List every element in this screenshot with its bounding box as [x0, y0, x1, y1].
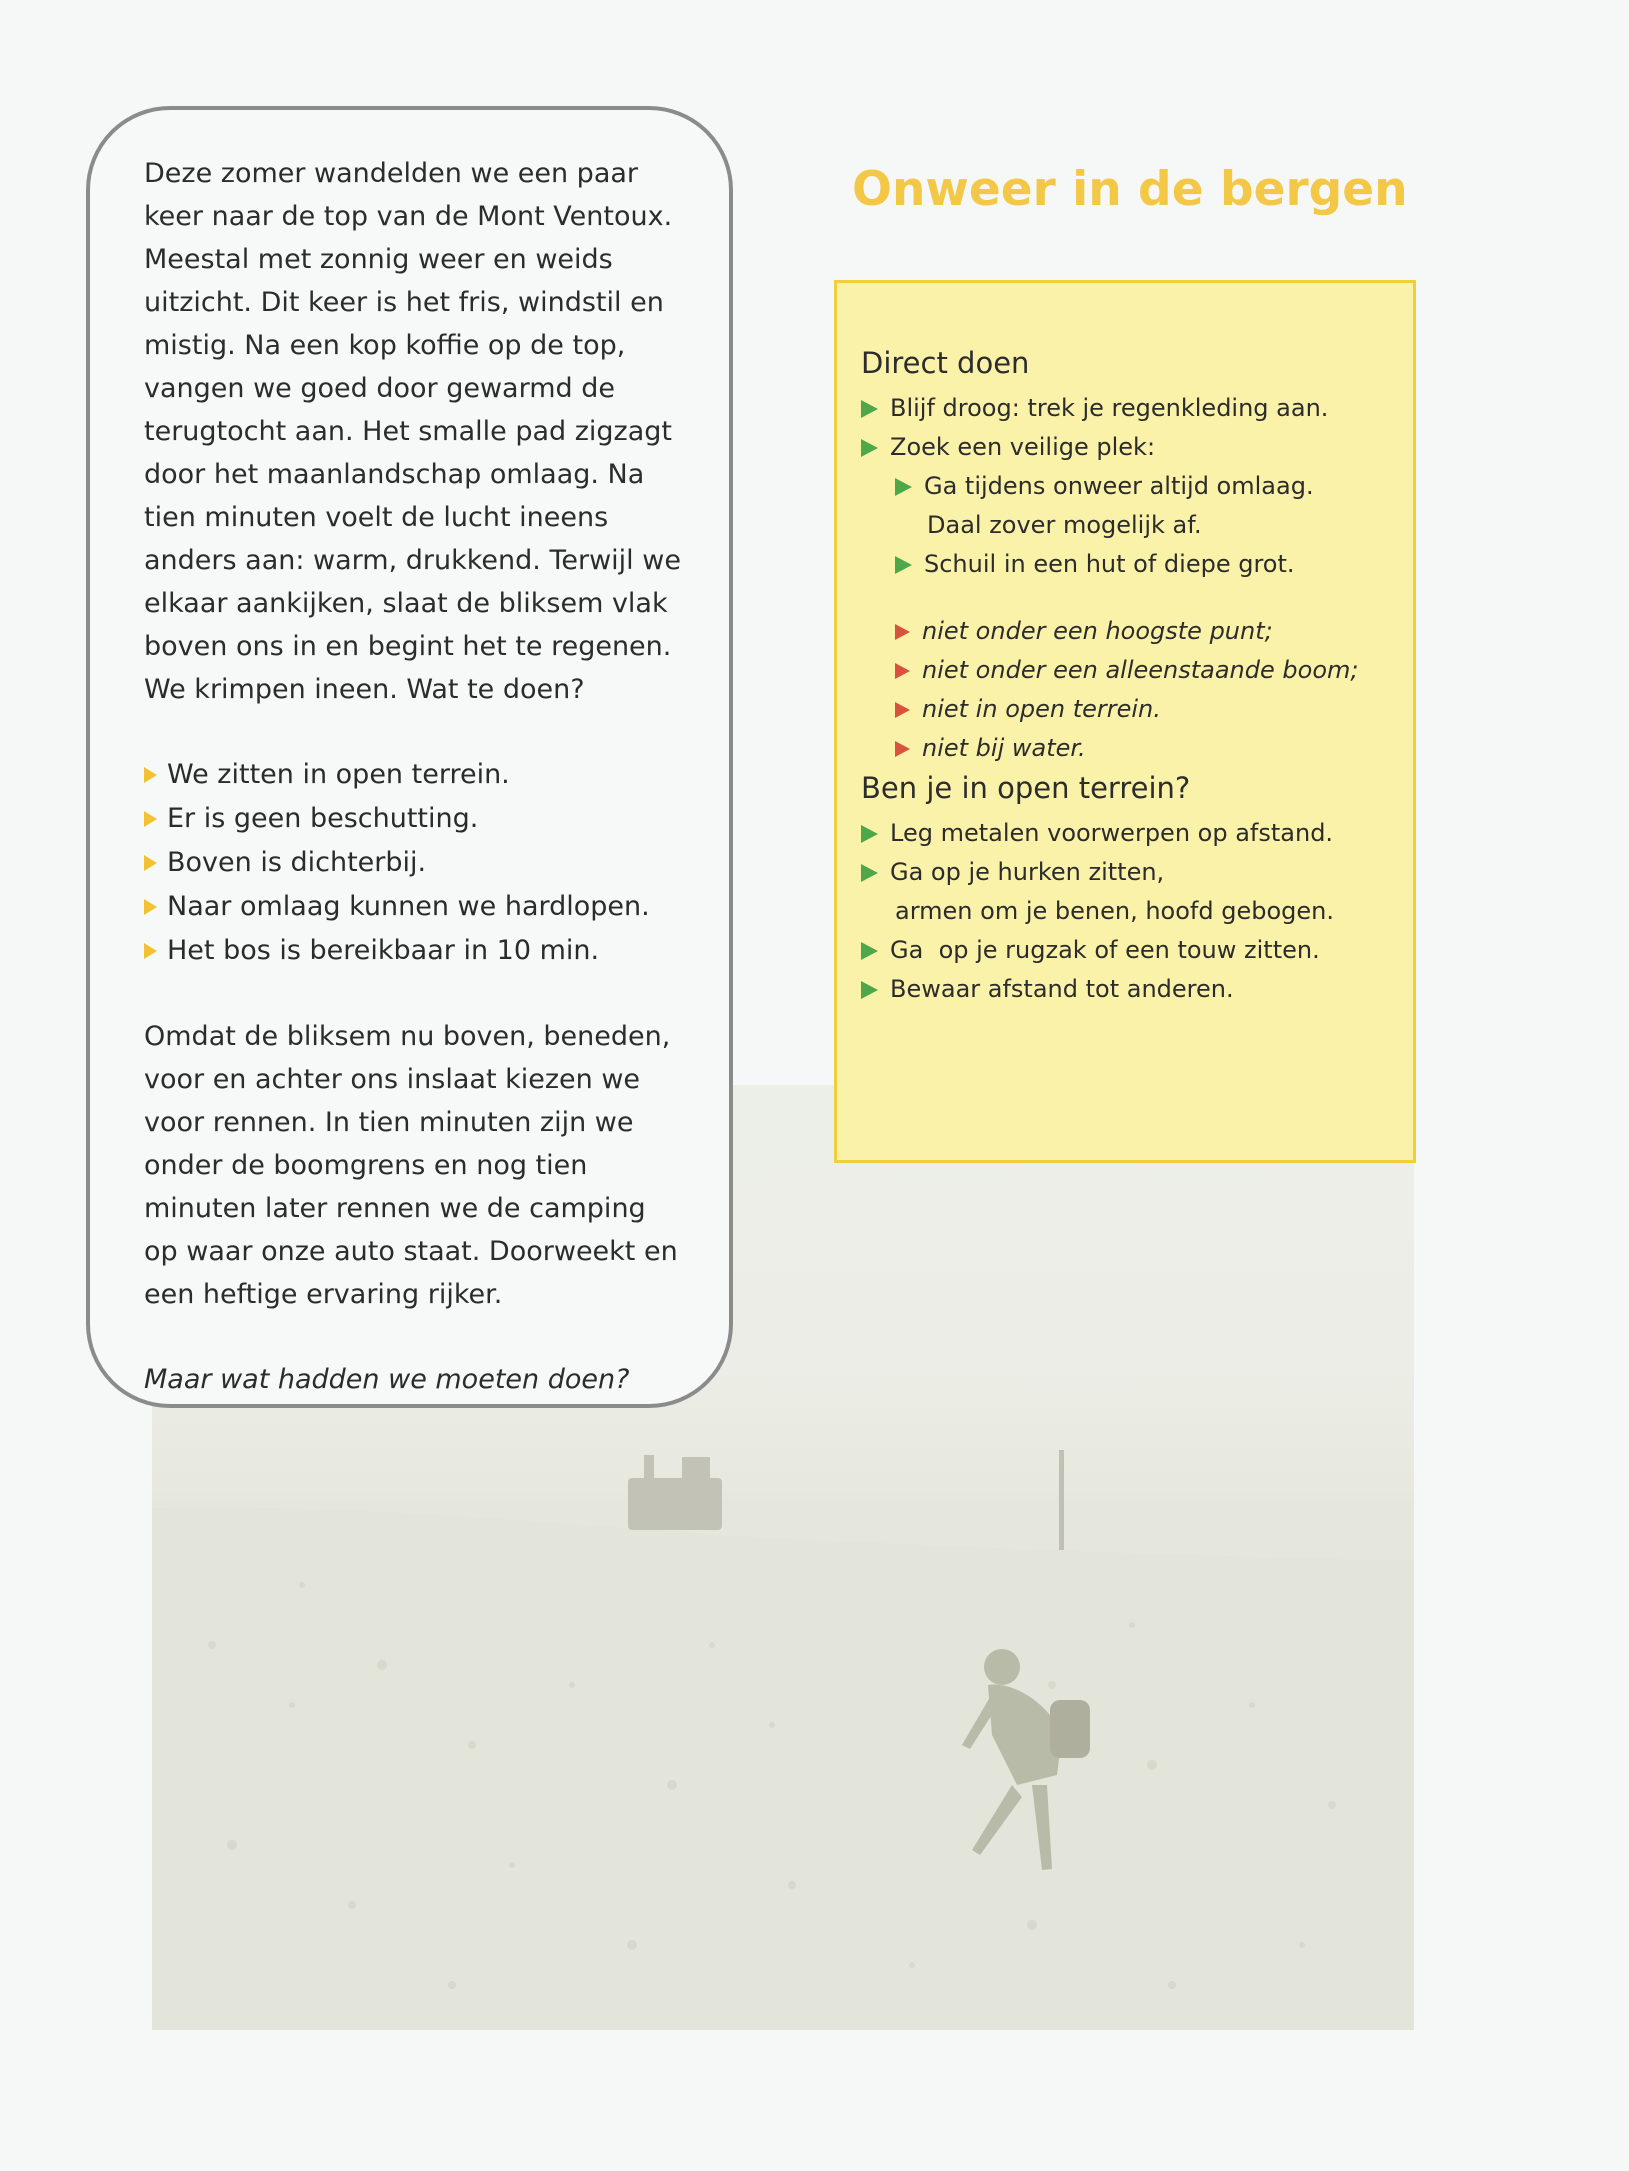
list-item: Het bos is bereikbaar in 10 min.	[144, 929, 681, 973]
red-arrow-icon	[895, 741, 910, 757]
green-arrow-icon	[861, 942, 878, 960]
triangle-bullet-icon	[144, 899, 157, 915]
triangle-bullet-icon	[144, 943, 157, 959]
green-arrow-icon	[895, 478, 912, 496]
green-arrow-icon	[861, 400, 878, 418]
list-item: armen om je benen, hoofd gebogen.	[895, 897, 1334, 925]
list-item: Ga op je hurken zitten,	[861, 853, 1393, 892]
tips-box	[834, 280, 1416, 1163]
direct-actions-list	[861, 389, 1393, 584]
green-arrow-icon	[861, 981, 878, 999]
triangle-bullet-icon	[144, 767, 157, 783]
red-arrow-icon	[895, 624, 910, 640]
list-item: We zitten in open terrein.	[144, 753, 681, 797]
list-item: niet bij water.	[861, 729, 1393, 768]
section-heading-open-terrain: Ben je in open terrein?	[861, 771, 1191, 805]
red-arrow-icon	[895, 663, 910, 679]
green-arrow-icon	[861, 864, 878, 882]
avoid-list	[861, 612, 1393, 768]
triangle-bullet-icon	[144, 855, 157, 871]
list-item: Naar omlaag kunnen we hardlopen.	[144, 885, 681, 929]
story-points-list	[144, 753, 681, 973]
list-item: Zoek een veilige plek:	[861, 428, 1393, 467]
triangle-bullet-icon	[144, 811, 157, 827]
story-box	[86, 106, 733, 1408]
open-terrain-list	[861, 814, 1393, 1009]
list-item: Ga tijdens onweer altijd omlaag.	[861, 467, 1393, 506]
list-item: Bewaar afstand tot anderen.	[861, 970, 1393, 1009]
red-arrow-icon	[895, 702, 910, 718]
list-item: niet onder een alleenstaande boom;	[861, 651, 1393, 690]
story-outcome: Omdat de bliksem nu boven, beneden, voor en achter ons inslaat kiezen we voor rennen. In tien minuten zijn we onder de boomgrens en nog tien minuten later rennen we de camping op waar onze auto staat. Doorweekt en een heftige ervaring rijker.	[144, 1021, 678, 1310]
green-arrow-icon	[895, 556, 912, 574]
story-question: Maar wat hadden we moeten doen?	[144, 1364, 630, 1395]
list-item: Er is geen beschutting.	[144, 797, 681, 841]
list-item: niet in open terrein.	[861, 690, 1393, 729]
list-item: Blijf droog: trek je regenkleding aan.	[861, 389, 1393, 428]
page-title: Onweer in de bergen	[852, 162, 1408, 217]
list-item: Daal zover mogelijk af.	[927, 511, 1202, 539]
green-arrow-icon	[861, 825, 878, 843]
list-item: niet onder een hoogste punt;	[861, 612, 1393, 651]
list-item: Boven is dichterbij.	[144, 841, 681, 885]
list-item: Leg metalen voorwerpen op afstand.	[861, 814, 1393, 853]
list-item: Schuil in een hut of diepe grot.	[861, 545, 1393, 584]
list-item: Ga op je rugzak of een touw zitten.	[861, 931, 1393, 970]
green-arrow-icon	[861, 439, 878, 457]
story-intro: Deze zomer wandelden we een paar keer naar de top van de Mont Ventoux. Meestal met zonnig weer en weids uitzicht. Dit keer is het fris, windstil en mistig. Na een kop koffie op de top, vangen we goed door gewarmd de terugtocht aan. Het smalle pad zigzagt door het maanlandschap omlaag. Na tien minuten voelt de lucht ineens anders aan: warm, drukkend. Terwijl we elkaar aankijken, slaat de bliksem vlak boven ons in en begint het te regenen. We krimpen ineen. Wat te doen?	[144, 158, 681, 705]
section-heading-direct: Direct doen	[861, 346, 1030, 380]
